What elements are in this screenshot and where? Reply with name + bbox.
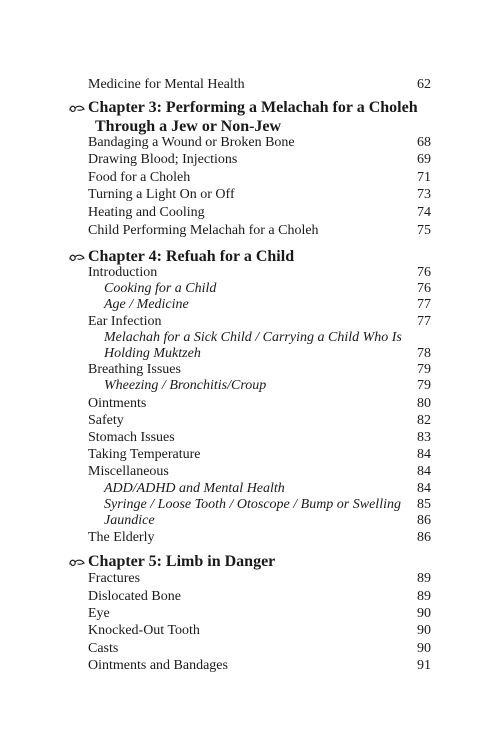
toc-page-number: 84 xyxy=(417,481,431,496)
toc-entry-title: ADD/ADHD and Mental Health xyxy=(104,481,285,496)
toc-entry-title: Cooking for a Child xyxy=(104,281,217,296)
toc-page-number: 71 xyxy=(417,170,431,185)
toc-page-number: 89 xyxy=(417,589,431,604)
toc-entry-title: Dislocated Bone xyxy=(88,589,181,604)
fleuron-icon xyxy=(69,558,86,570)
toc-page-number: 90 xyxy=(417,641,431,656)
toc-page-number: 79 xyxy=(417,362,431,377)
toc-entry-title: The Elderly xyxy=(88,530,155,545)
toc-page-number: 68 xyxy=(417,135,431,150)
toc-entry-title: Food for a Choleh xyxy=(88,170,191,185)
toc-entry-title: Taking Temperature xyxy=(88,447,201,462)
toc-entry-title: Ear Infection xyxy=(88,314,162,329)
toc-entry-title: Turning a Light On or Off xyxy=(88,187,235,202)
toc-entry-title: Fractures xyxy=(88,571,141,586)
toc-entry-title: Eye xyxy=(88,606,110,621)
toc-page-number: 89 xyxy=(417,571,431,586)
toc-page-number: 84 xyxy=(417,447,431,462)
toc-entry-title: Miscellaneous xyxy=(88,464,169,479)
toc-page-number: 76 xyxy=(417,281,431,296)
toc-page-number: 69 xyxy=(417,152,431,167)
toc-page-number: 82 xyxy=(417,413,431,428)
toc-page-number: 91 xyxy=(417,658,431,673)
toc-page-number: 86 xyxy=(417,513,431,528)
toc-page-number: 79 xyxy=(417,378,431,393)
toc-page-number: 76 xyxy=(417,265,431,280)
toc-page-number: 80 xyxy=(417,396,431,411)
toc-entry-title: Bandaging a Wound or Broken Bone xyxy=(88,135,295,150)
toc-page-number: 73 xyxy=(417,187,431,202)
toc-page-number: 90 xyxy=(417,606,431,621)
toc-entry-title: Jaundice xyxy=(104,513,155,528)
toc-entry-title: Syringe / Loose Tooth / Otoscope / Bump or Swelling xyxy=(104,497,401,512)
toc-page-number: 78 xyxy=(417,346,431,361)
toc-entry-title: Holding Muktzeh xyxy=(104,346,201,361)
toc-entry-title: Drawing Blood; Injections xyxy=(88,152,238,167)
fleuron-icon xyxy=(69,253,86,265)
toc-entry-title: Breathing Issues xyxy=(88,362,181,377)
toc-page-number: 84 xyxy=(417,464,431,479)
toc-entry-title: Age / Medicine xyxy=(104,297,189,312)
toc-entry-title: Chapter 5: Limb in Danger xyxy=(88,553,276,570)
toc-entry-title: Child Performing Melachah for a Choleh xyxy=(88,223,319,238)
fleuron-icon xyxy=(69,104,86,116)
toc-entry-title: Heating and Cooling xyxy=(88,205,205,220)
toc-entry-title: Medicine for Mental Health xyxy=(88,77,245,92)
toc-page-number: 86 xyxy=(417,530,431,545)
toc-entry-title: Ointments xyxy=(88,396,147,411)
toc-page-number: 77 xyxy=(417,314,431,329)
toc-entry-title: Stomach Issues xyxy=(88,430,175,445)
toc-entry-title: Safety xyxy=(88,413,124,428)
toc-entry-title: Wheezing / Bronchitis/Croup xyxy=(104,378,267,393)
toc-page-number: 74 xyxy=(417,205,431,220)
toc-page-number: 85 xyxy=(417,497,431,512)
toc-entry-title: Through a Jew or Non-Jew xyxy=(95,118,282,135)
toc-entry-title: Knocked-Out Tooth xyxy=(88,623,200,638)
toc-page-number: 83 xyxy=(417,430,431,445)
toc-entry-title: Chapter 4: Refuah for a Child xyxy=(88,248,295,265)
toc-page-number: 90 xyxy=(417,623,431,638)
toc-entry-title: Casts xyxy=(88,641,119,656)
toc-entry-title: Introduction xyxy=(88,265,158,280)
toc-entry-title: Chapter 3: Performing a Melachah for a Choleh xyxy=(88,99,418,116)
toc-entry-title: Ointments and Bandages xyxy=(88,658,228,673)
toc-page-number: 62 xyxy=(417,77,431,92)
toc-page-number: 75 xyxy=(417,223,431,238)
toc-page-number: 77 xyxy=(417,297,431,312)
toc-entry-title: Melachah for a Sick Child / Carrying a Child Who Is xyxy=(104,330,402,345)
